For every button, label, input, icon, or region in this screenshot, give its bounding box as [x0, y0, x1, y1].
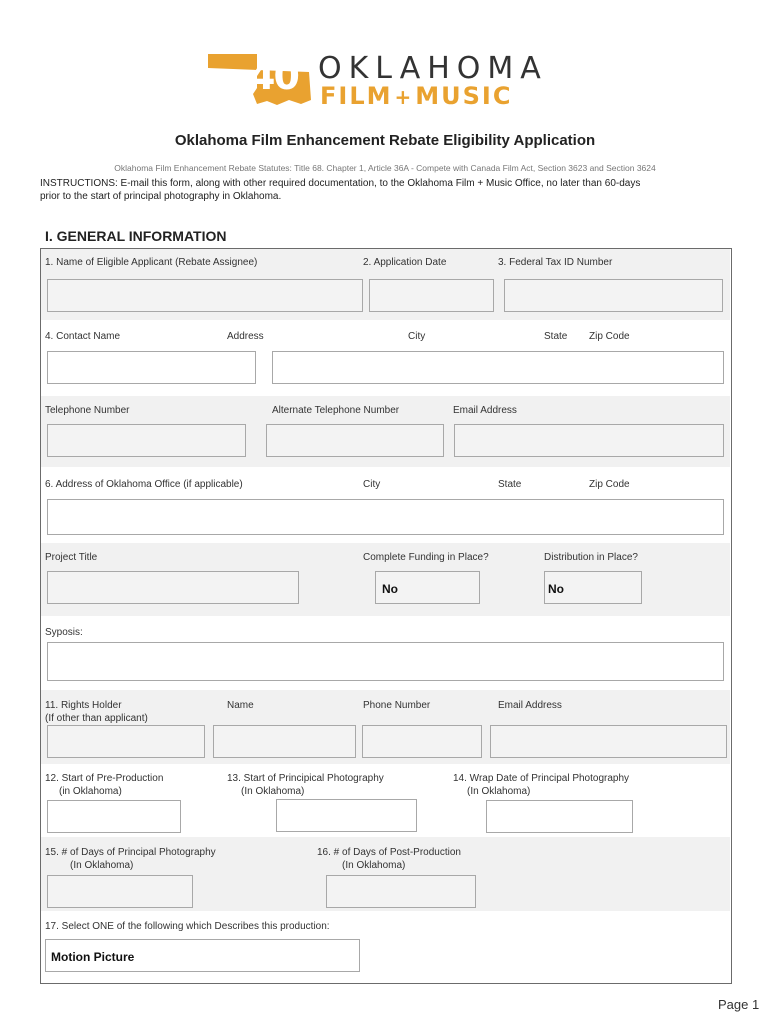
- logo: [205, 48, 565, 112]
- label-days-post-line-1: 16. # of Days of Post-Production: [317, 847, 461, 858]
- document-title: Oklahoma Film Enhancement Rebate Eligibility Application: [174, 132, 596, 149]
- label-ok-office-address: 6. Address of Oklahoma Office (if applicable): [45, 479, 243, 490]
- page-number: Page 1: [718, 997, 760, 1012]
- days-principal-input[interactable]: [47, 875, 193, 908]
- instructions-line-1: INSTRUCTIONS: E-mail this form, along with other required documentation, to the Oklahoma Film + Music Office, no later than 60-days: [40, 178, 641, 189]
- label-ok-zip: Zip Code: [589, 479, 630, 490]
- label-wrap-date: [453, 772, 629, 798]
- label-rh-phone: Phone Number: [363, 700, 431, 711]
- project-title-input[interactable]: [47, 571, 299, 604]
- rights-holder-phone-input[interactable]: [362, 725, 482, 758]
- label-preproduction-line-2: (in Oklahoma): [59, 786, 122, 797]
- label-funding: Complete Funding in Place?: [363, 552, 489, 563]
- principal-start-date-input[interactable]: [276, 799, 417, 832]
- rights-holder-email-input[interactable]: [490, 725, 727, 758]
- label-zip: Zip Code: [589, 331, 630, 342]
- label-days-post: [317, 846, 461, 872]
- production-type-select[interactable]: [45, 939, 360, 972]
- telephone-input[interactable]: [47, 424, 246, 457]
- application-date-input[interactable]: [369, 279, 494, 312]
- alt-telephone-input[interactable]: [266, 424, 444, 457]
- days-post-input[interactable]: [326, 875, 476, 908]
- synopsis-input[interactable]: [47, 642, 724, 681]
- label-email: Email Address: [453, 405, 517, 416]
- label-ok-state: State: [498, 479, 522, 490]
- logo-plus: +: [394, 85, 414, 109]
- instructions: [40, 177, 740, 203]
- label-state: State: [544, 331, 568, 342]
- label-rights-holder: [45, 699, 148, 725]
- label-ok-city: City: [363, 479, 381, 490]
- label-days-principal-line-1: 15. # of Days of Principal Photography: [45, 847, 216, 858]
- logo-name-line1: OKLAHOMA: [318, 51, 548, 86]
- federal-tax-id-input[interactable]: [504, 279, 723, 312]
- label-project-title: Project Title: [45, 552, 98, 563]
- label-distribution: Distribution in Place?: [544, 552, 638, 563]
- contact-address-input[interactable]: [272, 351, 724, 384]
- contact-name-input[interactable]: [47, 351, 256, 384]
- label-preproduction-line-1: 12. Start of Pre-Production: [45, 773, 164, 784]
- label-telephone: Telephone Number: [45, 405, 130, 416]
- label-days-post-line-2: (In Oklahoma): [342, 860, 406, 871]
- logo-name-line2: [320, 82, 512, 110]
- section-heading: I. GENERAL INFORMATION: [45, 228, 227, 244]
- funding-select[interactable]: [375, 571, 480, 604]
- rights-holder-name-input[interactable]: [213, 725, 356, 758]
- statutes-line: Oklahoma Film Enhancement Rebate Statutes: Title 68. Chapter 1, Article 36A - Compete with Canada Film Act, Section 3623 and Section 3624: [114, 163, 656, 173]
- label-federal-tax-id: 3. Federal Tax ID Number: [498, 257, 613, 268]
- label-wrap-date-line-2: (In Oklahoma): [467, 786, 531, 797]
- label-days-principal: [45, 846, 216, 872]
- ok-office-address-input[interactable]: [47, 499, 724, 535]
- logo-film: FILM: [320, 82, 393, 110]
- label-rights-holder-line-2: (If other than applicant): [45, 713, 148, 724]
- wrap-date-input[interactable]: [486, 800, 633, 833]
- logo-music: MUSIC: [415, 82, 513, 110]
- preproduction-date-input[interactable]: [47, 800, 181, 833]
- funding-value: No: [382, 582, 398, 596]
- email-input[interactable]: [454, 424, 724, 457]
- label-rights-holder-line-1: 11. Rights Holder: [45, 700, 122, 711]
- label-wrap-date-line-1: 14. Wrap Date of Principal Photography: [453, 773, 630, 784]
- label-rh-email: Email Address: [498, 700, 562, 711]
- label-alt-telephone: Alternate Telephone Number: [272, 405, 400, 416]
- label-application-date: 2. Application Date: [363, 257, 447, 268]
- logo-badge-number: 40: [249, 54, 298, 98]
- label-production-type: 17. Select ONE of the following which Describes this production:: [45, 921, 330, 932]
- label-principal-start: [227, 772, 384, 798]
- production-type-value: Motion Picture: [51, 950, 135, 964]
- instructions-line-2: prior to the start of principal photography in Oklahoma.: [40, 191, 282, 202]
- distribution-select[interactable]: [544, 571, 642, 604]
- label-contact-name: 4. Contact Name: [45, 331, 121, 342]
- label-principal-start-line-2: (In Oklahoma): [241, 786, 305, 797]
- label-preproduction: [45, 772, 163, 798]
- label-days-principal-line-2: (In Oklahoma): [70, 860, 134, 871]
- label-city: City: [408, 331, 426, 342]
- label-synopsis: Syposis:: [45, 627, 83, 638]
- label-principal-start-line-1: 13. Start of Principical Photography: [227, 773, 384, 784]
- rights-holder-input[interactable]: [47, 725, 205, 758]
- distribution-value: No: [548, 582, 564, 596]
- label-address: Address: [227, 331, 264, 342]
- label-rh-name: Name: [227, 700, 254, 711]
- eligible-applicant-input[interactable]: [47, 279, 363, 312]
- label-eligible-applicant: 1. Name of Eligible Applicant (Rebate Assignee): [45, 257, 258, 268]
